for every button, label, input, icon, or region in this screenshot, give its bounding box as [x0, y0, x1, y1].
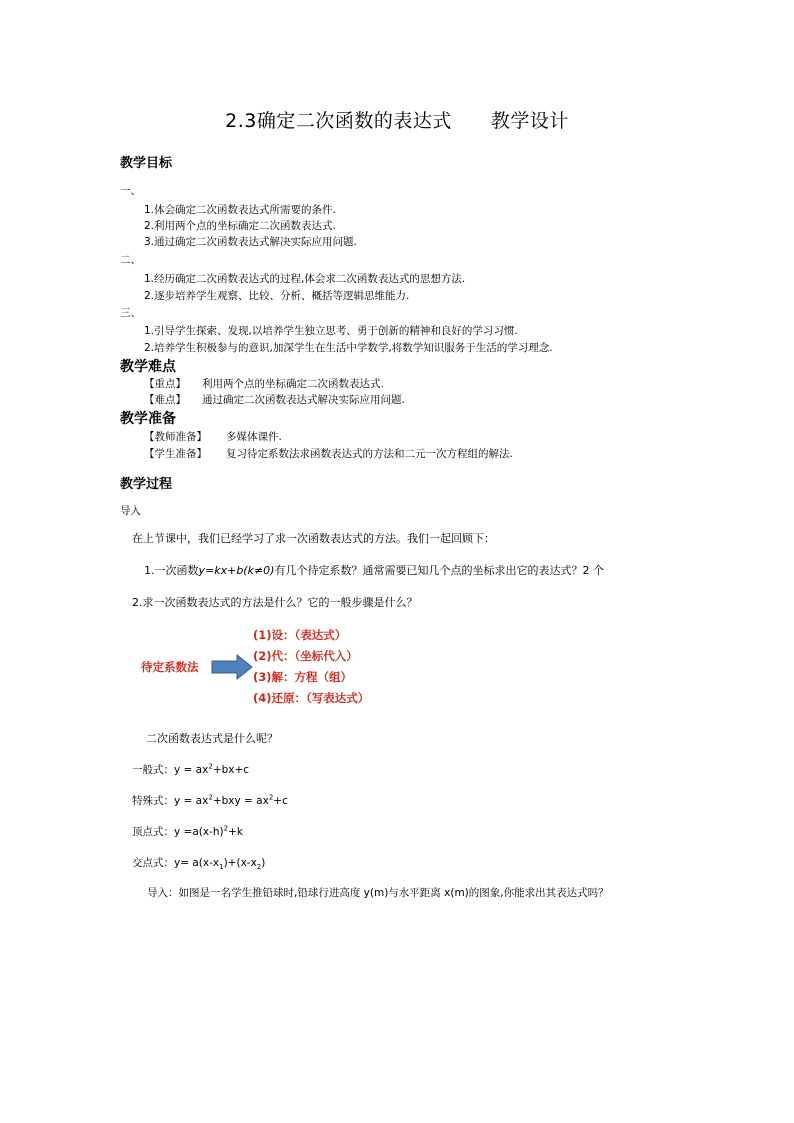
question-1 [144, 562, 604, 578]
objectives-group1-label: 一、 [120, 185, 141, 197]
preparation-heading: 教学准备 [120, 411, 176, 427]
intercept-form-label: 交点式： [132, 857, 174, 869]
method-step: (1)设：（表达式） [253, 628, 347, 642]
objective-item: 2.逐步培养学生观察、比较、分析、概括等逻辑思维能力. [144, 290, 410, 302]
hard-point-label: 【难点】 [144, 394, 186, 406]
quadratic-question: 二次函数表达式是什么呢？ [146, 732, 278, 745]
page-title: 2.3确定二次函数的表达式 教学设计 [225, 110, 569, 132]
final-question: 导入：如图是一名学生推铅球时,铅球行进高度 y(m)与水平距离 x(m)的图象,你能求出其表达式吗？ [147, 887, 609, 899]
objective-item: 1.引导学生探索、发现,以培养学生独立思考、勇于创新的精神和良好的学习习惯. [144, 325, 518, 337]
question-2: 2.求一次函数表达式的方法是什么？它的一般步骤是什么？ [132, 596, 418, 609]
key-point-text: 利用两个点的坐标确定二次函数表达式. [202, 378, 384, 390]
question-1-suffix: 有几个待定系数？通常需要已知几个点的坐标求出它的表达式？2 个 [274, 564, 604, 577]
general-form-label: 一般式： [132, 764, 174, 776]
difficulty-heading: 教学难点 [120, 359, 176, 375]
objectives-group3-label: 三、 [120, 307, 141, 319]
method-step: (2)代：（坐标代入） [253, 649, 358, 663]
teacher-prep-label: 【教师准备】 [144, 431, 207, 443]
intro-text: 在上节课中，我们已经学习了求一次函数表达式的方法。我们一起回顾下： [132, 532, 495, 545]
intro-label: 导入 [120, 505, 141, 517]
special-form: 特殊式：$y = ax^2+bxy = ax^2+c$ [132, 793, 288, 807]
objective-item: 3.通过确定二次函数表达式解决实际应用问题. [144, 236, 357, 248]
student-prep-label: 【学生准备】 [144, 448, 207, 460]
question-1-prefix: 1.一次函数 [144, 564, 199, 577]
vertex-form: 顶点式：$y =a(x-h)^2+k$ [132, 824, 243, 838]
linear-function-formula: y=kx+b(k≠0) [198, 564, 275, 577]
hard-point-text: 通过确定二次函数表达式解决实际应用问题. [202, 394, 405, 406]
objectives-group2-label: 二、 [120, 254, 141, 266]
teacher-prep-text: 多媒体课件. [226, 431, 282, 443]
process-heading: 教学过程 [120, 477, 173, 492]
objective-item: 2.利用两个点的坐标确定二次函数表达式. [144, 220, 336, 232]
special-form-label: 特殊式： [132, 795, 174, 807]
method-label: 待定系数法 [141, 660, 199, 674]
objective-item: 2.培养学生积极参与的意识,加深学生在生活中学数学,将数学知识服务于生活的学习理念. [144, 342, 553, 354]
method-step: (3)解：方程（组） [253, 670, 353, 684]
right-arrow-icon [211, 654, 253, 680]
objectives-heading: 教学目标 [120, 156, 173, 171]
student-prep-text: 复习待定系数法求函数表达式的方法和二元一次方程组的解法. [226, 448, 513, 460]
objective-item: 1.体会确定二次函数表达式所需要的条件. [144, 204, 336, 216]
key-point-label: 【重点】 [144, 378, 186, 390]
general-form: 一般式：$y = ax^2+bx+c$ [132, 762, 250, 776]
method-step: (4)还原：（写表达式） [253, 691, 370, 705]
intercept-form: 交点式：$y= a(x-x_1)+(x-x_2)$ [132, 857, 266, 872]
objective-item: 1.经历确定二次函数表达式的过程,体会求二次函数表达式的思想方法. [144, 273, 466, 285]
vertex-form-label: 顶点式： [132, 826, 174, 838]
